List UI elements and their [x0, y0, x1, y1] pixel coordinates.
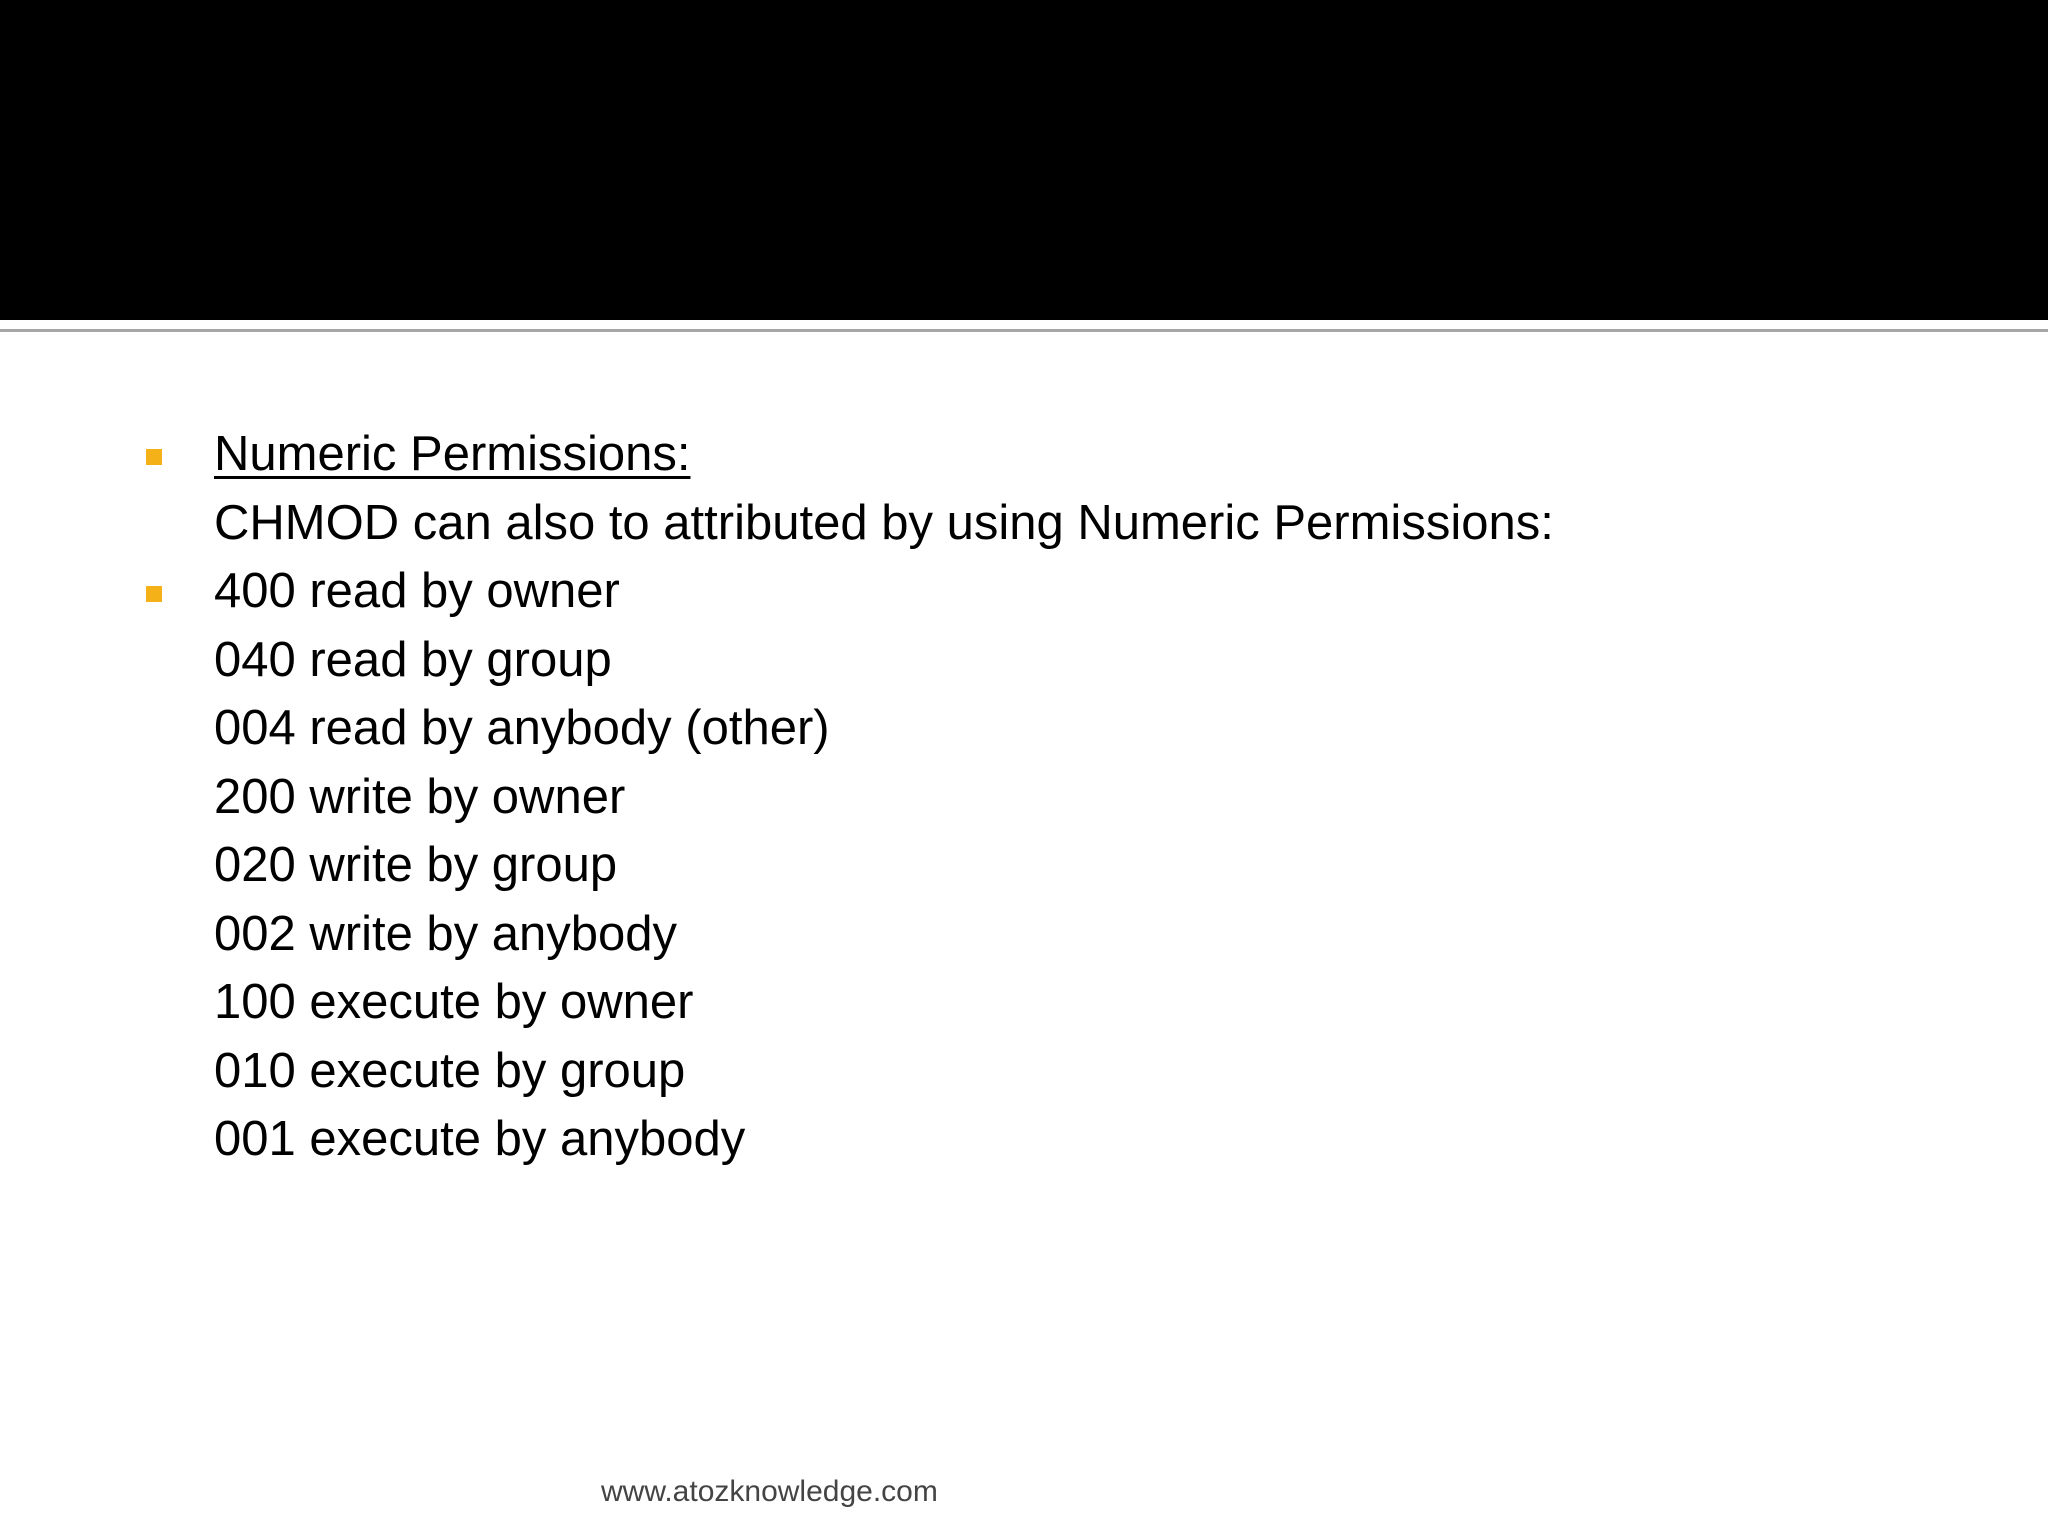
- intro-text: CHMOD can also to attributed by using Numeric Permissions:: [214, 495, 1554, 550]
- title-divider: [0, 329, 2048, 332]
- bullet-numeric-permissions: [0, 420, 2048, 557]
- section-heading: Numeric Permissions:: [214, 427, 691, 481]
- permission-item: 002 write by anybody: [214, 906, 678, 961]
- permission-item: 020 write by group: [214, 838, 618, 892]
- permission-item: 200 write by owner: [214, 769, 626, 824]
- permission-item: 400 read by owner: [214, 564, 620, 618]
- permission-item: 010 execute by group: [214, 1043, 686, 1098]
- title-band: [0, 0, 2048, 320]
- permission-item: 100 execute by owner: [214, 975, 694, 1029]
- square-bullet-icon: [146, 586, 162, 602]
- footer-url: www.atozknowledge.com: [601, 1475, 938, 1508]
- permission-item: 001 execute by anybody: [214, 1112, 746, 1166]
- bullet-permission-list: [0, 557, 2048, 1174]
- slide-content: [0, 420, 2048, 1174]
- permission-item: 004 read by anybody (other): [214, 701, 830, 755]
- permission-item: 040 read by group: [214, 632, 612, 687]
- square-bullet-icon: [146, 449, 162, 465]
